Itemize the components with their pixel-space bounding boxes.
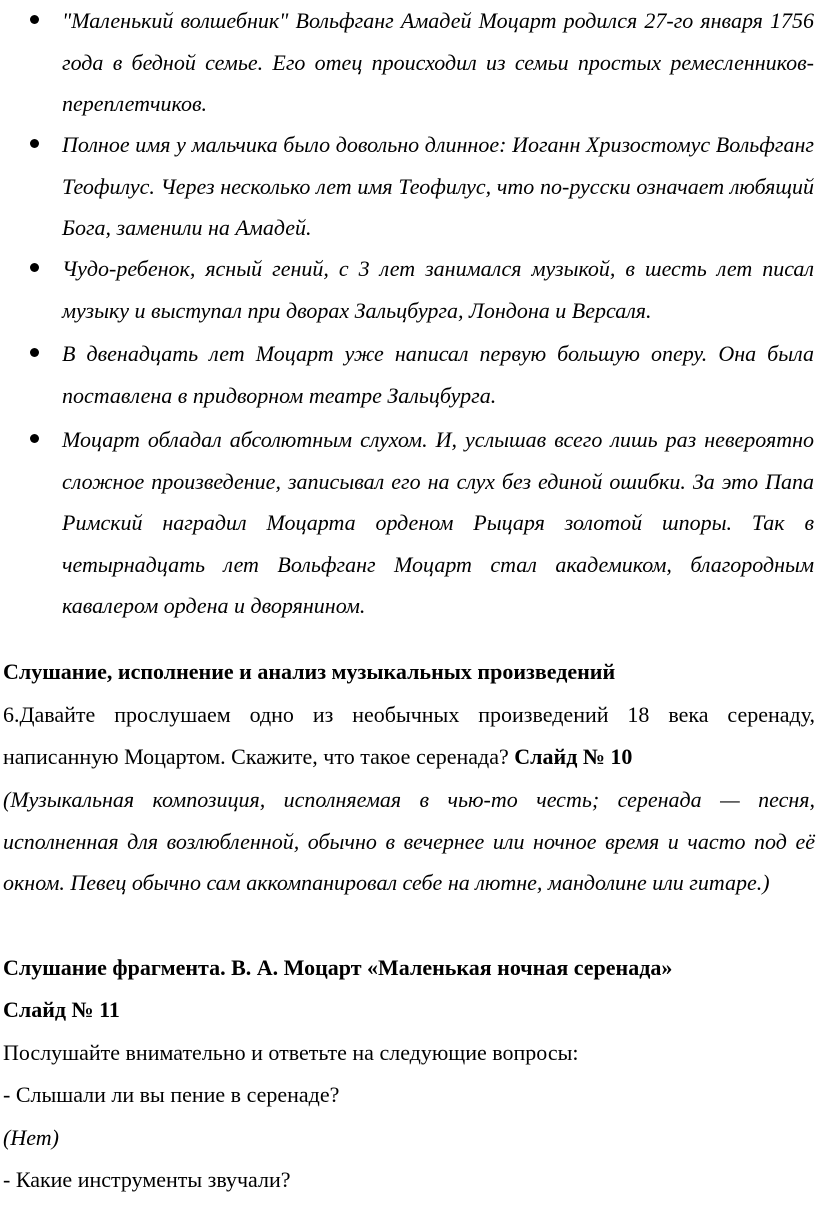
bullet-text: "Маленький волшебник" Вольфганг Амадей Моцарт родился 27-го января 1756 года в бедной семье. Его отец происходил из семьи простых ремесленников-переплетчиков. xyxy=(62,8,814,116)
bullet-item xyxy=(62,0,814,125)
paragraph-6-text: 6.Давайте прослушаем одно из необычных произведений 18 века серенаду, написанную Моцартом. Скажите, что такое серенада? xyxy=(3,702,815,769)
bullet-text: В двенадцать лет Моцарт уже написал первую большую оперу. Она была поставлена в придворном театре Зальцбурга. xyxy=(62,341,814,408)
bullet-item xyxy=(62,124,814,249)
section-heading: Слушание, исполнение и анализ музыкальных произведений xyxy=(3,659,616,684)
slide-10-ref: Слайд № 10 xyxy=(514,743,633,769)
question-2: - Какие инструменты звучали? xyxy=(3,1167,291,1192)
serenade-definition: (Музыкальная композиция, исполняемая в чью-то честь; серенада — песня, исполненная для возлюбленной, обычно в вечернее или ночное время и часто под её окном. Певец обычно сам аккомпанировал себе на лютне, мандолине или гитаре.) xyxy=(3,787,815,895)
question-1: - Слышали ли вы пение в серенаде? xyxy=(3,1082,340,1107)
bullet-icon xyxy=(30,434,39,443)
listening-heading: Слушание фрагмента. В. А. Моцарт «Маленькая ночная серенада» xyxy=(3,955,673,980)
bullet-icon xyxy=(30,263,39,272)
listen-prompt: Послушайте внимательно и ответьте на следующие вопросы: xyxy=(3,1040,579,1065)
bullet-text: Моцарт обладал абсолютным слухом. И, услышав всего лишь раз невероятно сложное произведение, записывал его на слух без единой ошибки. За это Папа Римский наградил Моцарта орденом Рыцаря золотой шпоры. Так в четырнадцать лет Вольфганг Моцарт стал академиком, благородным кавалером ордена и дворянином. xyxy=(62,427,814,618)
bullet-item xyxy=(62,333,814,416)
slide-11-ref: Слайд № 11 xyxy=(3,997,120,1022)
bullet-item xyxy=(62,248,814,331)
bullet-icon xyxy=(30,15,39,24)
bullet-text: Полное имя у мальчика было довольно длинное: Иоганн Хризостомус Вольфганг Теофилус. Через несколько лет имя Теофилус, что по-русски означает любящий Бога, заменили на Амадей. xyxy=(62,132,814,240)
answer-1: (Нет) xyxy=(3,1125,59,1150)
bullet-item xyxy=(62,419,814,627)
bullet-icon xyxy=(30,139,39,148)
bullet-text: Чудо-ребенок, ясный гений, с 3 лет занимался музыкой, в шесть лет писал музыку и выступал при дворах Зальцбурга, Лондона и Версаля. xyxy=(62,256,814,323)
paragraph-6 xyxy=(3,694,815,777)
bullet-icon xyxy=(30,348,39,357)
